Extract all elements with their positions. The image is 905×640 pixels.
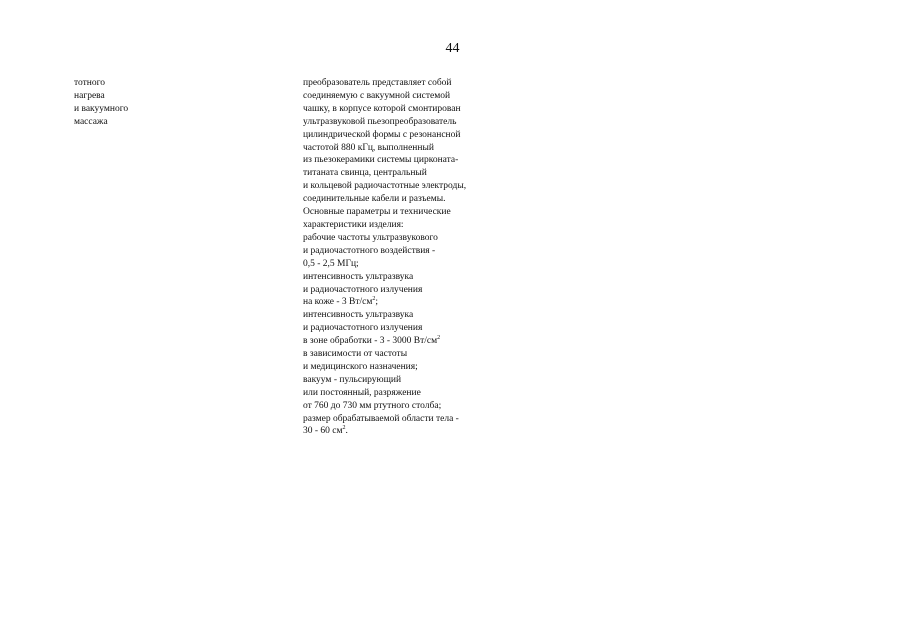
right-column-line: от 760 до 730 мм ртутного столба; bbox=[303, 400, 442, 411]
line-text: на коже - 3 Вт/см bbox=[303, 297, 373, 308]
right-column-line: и кольцевой радиочастотные электроды, bbox=[303, 181, 467, 192]
line-text: 30 - 60 см bbox=[303, 426, 343, 437]
right-column-line: титаната свинца, центральный bbox=[303, 168, 427, 179]
line-text: в зоне обработки - 3 - 3000 Вт/см bbox=[303, 336, 438, 347]
superscript-exponent: 2 bbox=[372, 296, 376, 303]
right-column-line: цилиндрической формы с резонансной bbox=[303, 129, 461, 140]
line-punctuation: ; bbox=[375, 297, 379, 308]
right-column-line: или постоянный, разряжение bbox=[303, 387, 421, 398]
right-column-line: соединительные кабели и разъемы. bbox=[303, 194, 446, 205]
right-column-line: интенсивность ультразвука bbox=[303, 271, 414, 282]
right-column-line: рабочие частоты ультразвукового bbox=[303, 232, 438, 243]
right-column-line: и медицинского назначения; bbox=[303, 361, 418, 372]
superscript-exponent: 2 bbox=[342, 425, 346, 432]
right-column-line: ультразвуковой пьезопреобразователь bbox=[303, 116, 457, 127]
left-column-line: массажа bbox=[74, 116, 108, 127]
left-column-line: и вакуумного bbox=[74, 103, 129, 114]
right-column-line: в зависимости от частоты bbox=[303, 349, 408, 360]
right-column-line: характеристики изделия: bbox=[303, 219, 404, 230]
line-punctuation: . bbox=[345, 426, 348, 437]
right-column-line: интенсивность ультразвука bbox=[303, 310, 414, 321]
right-column bbox=[303, 77, 563, 438]
right-column-line bbox=[303, 296, 563, 309]
right-column-line: из пьезокерамики системы цирконата- bbox=[303, 155, 459, 166]
right-column-line: вакуум - пульсирующий bbox=[303, 374, 402, 385]
right-column-line bbox=[303, 335, 563, 348]
superscript-exponent: 2 bbox=[437, 334, 441, 341]
left-column-line: тотного bbox=[74, 78, 106, 88]
right-column-line: размер обрабатываемой области тела - bbox=[303, 413, 459, 424]
right-column-line: частотой 880 кГц, выполненный bbox=[303, 142, 434, 153]
right-column-line: и радиочастотного воздействия - bbox=[303, 245, 436, 256]
right-column-line: Основные параметры и технические bbox=[303, 207, 451, 218]
page-number: 44 bbox=[445, 41, 460, 56]
left-column bbox=[74, 77, 274, 129]
right-column-line: соединяемую с вакуумной системой bbox=[303, 90, 451, 101]
right-column-line: и радиочастотного излучения bbox=[303, 323, 423, 334]
right-column-line: чашку, в корпусе которой смонтирован bbox=[303, 103, 461, 114]
left-column-line: нагрева bbox=[74, 90, 105, 101]
right-column-line bbox=[303, 425, 563, 438]
right-column-line: преобразователь представляет собой bbox=[303, 78, 452, 88]
right-column-line: 0,5 - 2,5 МГц; bbox=[303, 258, 359, 269]
right-column-line: и радиочастотного излучения bbox=[303, 284, 423, 295]
